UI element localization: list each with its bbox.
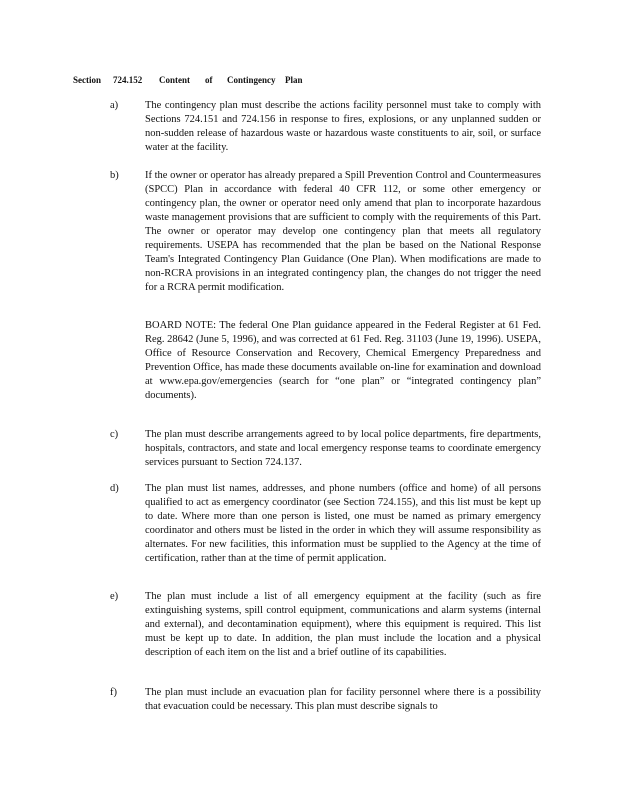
subsection-label: d) [110, 483, 119, 494]
subsection-label: a) [110, 100, 119, 111]
section-title-word: of [205, 75, 213, 85]
section-title-word: Contingency [227, 75, 276, 85]
subsection-label: b) [110, 170, 119, 181]
subsection-text: The plan must list names, addresses, and phone numbers (office and home) of all persons qualified to act as emergency coordinator (see Section 724.155), and this list must be kept up to date. Where more than one person is listed, one must be named as primary emergency coordinator and others must be listed in the order in which they will assume responsibility as alternates. For new facilities, this information must be supplied to the Agency at the time of certification, rather than at the time of permit application. [145, 483, 541, 564]
subsection-text: The plan must describe arrangements agreed to by local police departments, fire departments, hospitals, contractors, and state and local emergency response teams to coordinate emergency services pursuant to Section 724.137. [145, 429, 541, 468]
subsection-label: c) [110, 429, 119, 440]
subsection-label: e) [110, 591, 119, 602]
section-number: 724.152 [113, 75, 143, 85]
subsection-text: If the owner or operator has already prepared a Spill Prevention Control and Countermeasures (SPCC) Plan in accordance with federal 40 CFR 112, or some other emergency or contingency plan, the owner or operator need only amend that plan to incorporate hazardous waste management provisions that are sufficient to comply with the requirements of this Part. The owner or operator may develop one contingency plan that meets all regulatory requirements. USEPA has recommended that the plan be based on the National Response Team's Integrated Contingency Plan Guidance (One Plan). When modifications are made to non-RCRA provisions in an integrated contingency plan, the changes do not trigger the need for a RCRA permit modification. [145, 170, 541, 293]
subsection-text: The plan must include a list of all emergency equipment at the facility (such as fire extinguishing systems, spill control equipment, communications and alarm systems (internal and external), and decontamination equipment), where this equipment is required. This list must be kept up to date. In addition, the plan must include the location and a physical description of each item on the list and a brief outline of its capabilities. [145, 591, 541, 658]
section-label: Section [73, 75, 101, 85]
section-title-word: Plan [285, 75, 303, 85]
board-note-text: BOARD NOTE: The federal One Plan guidance appeared in the Federal Register at 61 Fed. Reg. 28642 (June 5, 1996), and was corrected at 61 Fed. Reg. 31103 (June 19, 1996). USEPA, Office of Resource Conservation and Recovery, Chemical Emergency Preparedness and Prevention Office, has made these documents available on-line for examination and download at www.epa.gov/emergencies (search for “one plan” or “integrated contingency plan” documents). [145, 320, 541, 401]
subsection-text: The plan must include an evacuation plan for facility personnel where there is a possibility that evacuation could be necessary. This plan must describe signals to [145, 687, 541, 712]
section-heading [73, 75, 373, 85]
subsection-label: f) [110, 687, 117, 698]
section-title-word: Content [159, 75, 190, 85]
subsection-text: The contingency plan must describe the actions facility personnel must take to comply with Sections 724.151 and 724.156 in response to fires, explosions, or any unplanned sudden or non-sudden release of hazardous waste or hazardous waste constituents to air, soil, or surface water at the facility. [145, 100, 541, 153]
